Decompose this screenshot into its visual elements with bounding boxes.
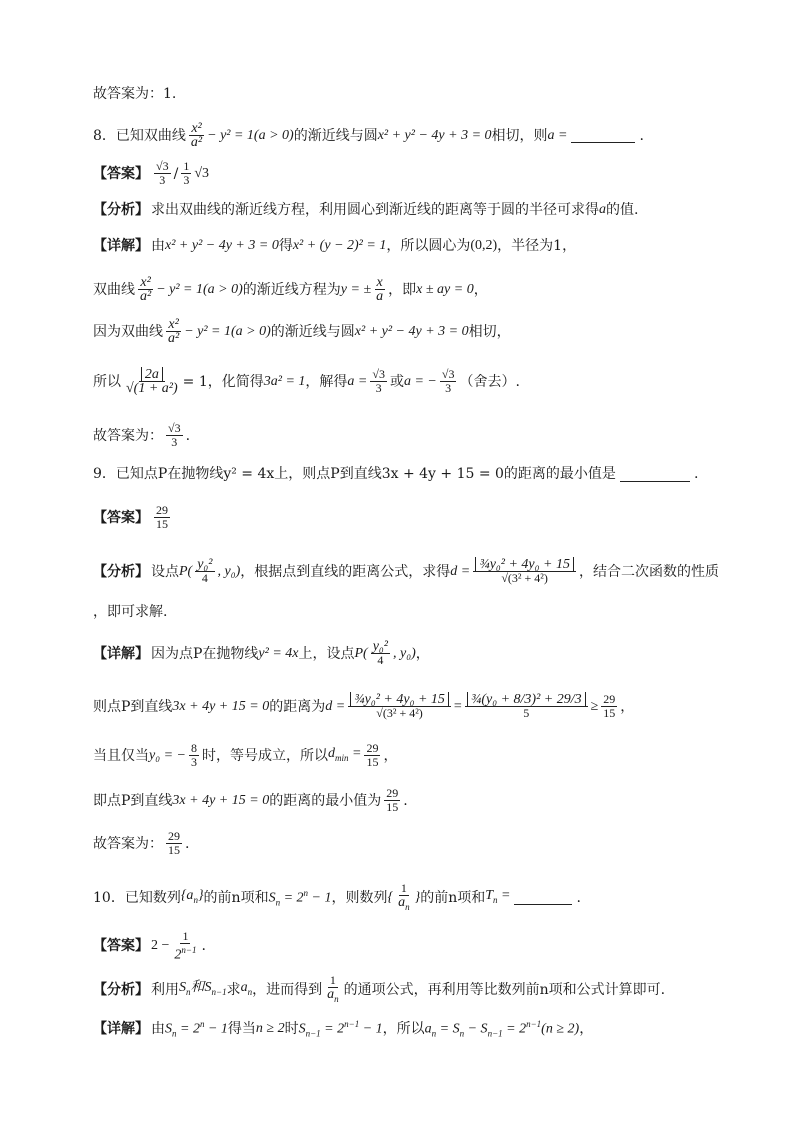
- fraction: $\frac{√3}{3}$: [168, 421, 181, 449]
- text: 上，设点: [298, 645, 355, 662]
- fraction: $\frac{8}{3}$: [190, 741, 197, 769]
- detail-8-line2: 双曲线 $\frac{\text{x²}}{\text{a²}}$ − y² = 1(a > 0) 的渐近线方程为 y = ± $\frac{x}{a}$ ，即 x ± ay = 0 ，: [93, 275, 488, 304]
- text: 利用: [151, 981, 179, 998]
- text: 的距离的最小值为: [269, 792, 382, 809]
- text: 故答案为：: [93, 835, 163, 852]
- equation: y² = 4x: [258, 645, 299, 661]
- fraction: $\frac{2a}{\text{√(1 + a²)}}$: [126, 367, 178, 396]
- answer-10: 【答案】 2 − $\frac{1}{2^{n-1}}$ .: [93, 929, 206, 963]
- text: ，所以圆心为: [386, 238, 471, 254]
- text: 由: [151, 1020, 165, 1037]
- text: 双曲线: [93, 281, 135, 298]
- detail-9-line1: 【详解】 因为点P在抛物线 y² = 4x 上，设点 P( $\frac{\text{y₀²}}{4}$ , y₀) ，: [93, 639, 430, 667]
- detail-tag: 【详解】: [93, 1020, 149, 1037]
- detail-8-line4: 所以 $\frac{2a}{\text{√(1 + a²)}}$ = 1，化简得 3a² = 1 ，解得 a = $\frac{√3}{3}$ 或 a = − $\frac{√3}{3}$ （舍去）.: [93, 367, 520, 396]
- equation: − y² = 1(a > 0): [207, 127, 294, 143]
- analysis-9: 【分析】 设点 P( $\frac{\text{y₀²}}{4}$ , y₀) ，根据点到直线的距离公式，求得 d = $\frac{\text{¾y₀² + 4y₀ + 15}}{\text{√(3² + 4²)}}$ ，结合二次函数的性质: [93, 557, 719, 585]
- equation: 3x + 4y + 15 = 0: [172, 792, 270, 808]
- sqrt: √3: [194, 165, 209, 181]
- text: 求: [226, 981, 241, 998]
- text: 的渐近线与圆: [270, 323, 355, 340]
- fraction: $\frac{\text{x²}}{\text{a²}}$: [168, 317, 180, 346]
- equation: − y² = 1(a > 0): [156, 281, 243, 297]
- analysis-9-cont: [93, 602, 754, 622]
- question-text: 的前n项和: [420, 889, 486, 906]
- fraction: $\frac{29}{15}$: [156, 503, 168, 531]
- text: 的渐近线方程为: [242, 281, 341, 298]
- text: 即点P到直线: [93, 792, 173, 809]
- fraction: $\frac{√3}{3}$: [372, 367, 385, 395]
- fraction: $\frac{√3}{3}$: [156, 159, 169, 187]
- fraction: $\frac{√3}{3}$: [441, 367, 455, 395]
- question-text: 相切，则: [491, 127, 548, 144]
- question-8: 8．已知双曲线 $\frac{\text{x²}}{\text{a²}}$ − y² = 1(a > 0) 的渐近线与圆 x² + y² − 4y + 3 = 0 相切，则 a = .: [93, 121, 644, 150]
- fraction: $\frac{\text{y₀²}}{4}$: [197, 557, 213, 585]
- detail-8-line3: [93, 318, 754, 345]
- fraction: $\frac{29}{15}$: [386, 786, 399, 814]
- detail-9-line3: 当且仅当 y₀ = − $\frac{8}{3}$ 时，等号成立，所以 $d_{min}$ = $\frac{29}{15}$ ，: [93, 741, 398, 769]
- equation: (0,2): [470, 238, 498, 253]
- fraction: $\frac{1}{2^{n-1}}$: [174, 929, 197, 963]
- equation: a =: [547, 127, 568, 143]
- text: ，半径为1，: [497, 238, 577, 254]
- text: ，根据点到直线的距离公式，求得: [240, 563, 451, 580]
- detail-10-line1: 【详解】 由 $S_n = 2^n - 1$ 得当 n ≥ 2 时 $S_{n-1} = 2^{n-1} - 1$ ，所以 $a_n = S_n - S_{n-1} = 2^{n-1}(n \ge 2)$ ，: [93, 1019, 594, 1039]
- fraction: $\frac{29}{15}$: [168, 829, 180, 857]
- final-answer-9: 故答案为： $\frac{29}{15}$ .: [93, 829, 190, 857]
- final-answer-8: 故答案为： $\frac{√3}{3}$ .: [93, 421, 191, 449]
- text: ，进而得到: [252, 981, 323, 998]
- text: 的距离为: [269, 698, 326, 715]
- answer-line-q7: [93, 84, 754, 104]
- answer-blank: [571, 128, 635, 143]
- answer-9: [93, 504, 754, 531]
- text: 时，等号成立，所以: [201, 747, 328, 764]
- equation: x² + (y − 2)² = 1: [292, 238, 387, 253]
- text: 因为点P在抛物线: [151, 645, 259, 662]
- equation: x² + y² − 4y + 3 = 0: [354, 323, 469, 339]
- text: 当且仅当: [93, 747, 149, 764]
- question-text: 的前n项和: [203, 889, 269, 906]
- text: 时: [284, 1020, 299, 1037]
- equation: 3a² = 1: [263, 373, 306, 389]
- equation: − y² = 1(a > 0): [184, 323, 271, 339]
- text: 由: [151, 238, 165, 254]
- question-10: 10．已知数列 $\{a_n\}$ 的前n项和 $S_n = 2^n - 1$ ，则数列 { $\frac{1}{a_n}$ } 的前n项和 $T_n$ = .: [93, 881, 581, 912]
- analysis-tag: 【分析】: [93, 202, 149, 218]
- analysis-tag: 【分析】: [93, 563, 149, 580]
- text: ，所以: [382, 1020, 425, 1037]
- detail-tag: 【详解】: [93, 645, 149, 662]
- fraction: $\frac{1}{a_n}$: [398, 881, 410, 912]
- fraction: $\frac{\text{x²}}{\text{a²}}$: [140, 275, 152, 304]
- text: 因为双曲线: [93, 323, 163, 340]
- text: 相切，: [468, 323, 511, 340]
- detail-9-line4: 即点P到直线 3x + 4y + 15 = 0 的距离的最小值为 $\frac{29}{15}$ .: [93, 786, 408, 814]
- equation: x² + y² − 4y + 3 = 0: [165, 238, 279, 253]
- question-9: 9．已知点P在抛物线y² = 4x上，则点P到直线3x + 4y + 15 = 0的距离的最小值是 .: [93, 466, 699, 482]
- fraction: $\frac{1}{a_n}$: [327, 973, 339, 1004]
- text: 则点P到直线: [93, 698, 173, 715]
- text: = 1，化简得: [182, 373, 264, 390]
- text: 得: [278, 238, 293, 254]
- analysis-10: 【分析】 利用 $S_n$和$S_{n-1}$ 求 $a_n$ ，进而得到 $\frac{1}{a_n}$ 的通项公式，再利用等比数列前n项和公式计算即可.: [93, 973, 666, 1004]
- text: （舍去）.: [459, 373, 520, 390]
- question-text: 8．已知双曲线: [93, 127, 186, 144]
- fraction: $\frac{29}{15}$: [366, 741, 379, 769]
- question-text: 10．已知数列: [93, 889, 181, 906]
- text: 故答案为：: [93, 427, 163, 444]
- text: 的通项公式，再利用等比数列前n项和公式计算即可.: [343, 981, 666, 998]
- answer-8: [93, 160, 754, 187]
- answer-blank: [514, 890, 572, 905]
- text: 或: [389, 373, 404, 390]
- analysis-text: 求出双曲线的渐近线方程，利用圆心到渐近线的距离等于圆的半径可求得: [151, 202, 599, 218]
- fraction: $\frac{\text{¾(y₀ + 8/3)² + 29/3}}{5}$: [465, 693, 588, 720]
- text: ，结合二次函数的性质: [578, 563, 719, 580]
- text: ，即: [388, 281, 417, 298]
- question-text: ，则数列: [331, 889, 388, 906]
- fraction: $\frac{\text{y₀²}}{4}$: [372, 639, 388, 667]
- equation: x ± ay = 0: [416, 281, 474, 297]
- equation: 3x + 4y + 15 = 0: [172, 698, 270, 714]
- fraction: $\frac{\text{¾y₀² + 4y₀ + 15}}{\text{√(3² + 4²)}}$: [348, 693, 451, 720]
- question-text: 的渐近线与圆: [293, 127, 378, 144]
- equation: x² + y² − 4y + 3 = 0: [377, 127, 492, 143]
- text: ，即可求解.: [93, 604, 168, 620]
- fraction: $\frac{29}{15}$: [603, 692, 616, 720]
- question-text: 9．已知点P在抛物线y² = 4x上，则点P到直线3x + 4y + 15 = 0的距离的最小值是: [93, 466, 616, 482]
- answer-blank: [620, 467, 690, 482]
- text: 设点: [151, 563, 179, 580]
- text: 得当: [227, 1020, 256, 1037]
- text: ，解得: [305, 373, 348, 390]
- text: 所以: [93, 373, 121, 390]
- detail-8-line1: [93, 236, 754, 256]
- fraction: $\frac{\text{¾y₀² + 4y₀ + 15}}{\text{√(3² + 4²)}}$: [473, 558, 576, 585]
- detail-tag: 【详解】: [93, 238, 149, 254]
- analysis-8: 【分析】 求出双曲线的渐近线方程，利用圆心到渐近线的距离等于圆的半径可求得 a 的值.: [93, 202, 639, 218]
- separator: /: [173, 165, 179, 182]
- fraction: $\frac{x}{a}$: [376, 275, 384, 304]
- detail-9-line2: 则点P到直线 3x + 4y + 15 = 0 的距离为 d = $\frac{\text{¾y₀² + 4y₀ + 15}}{\text{√(3² + 4²)}}$ = $\frac{\text{¾(y₀ + 8/3)² + 29/3}}{5}$ ≥ $\frac{29}{15}$ ，: [93, 692, 635, 720]
- answer-text: 故答案为：1.: [93, 86, 177, 102]
- answer-tag: 【答案】: [93, 165, 149, 182]
- answer-tag: 【答案】: [93, 509, 149, 526]
- analysis-text: 的值.: [606, 202, 639, 218]
- analysis-tag: 【分析】: [93, 981, 149, 998]
- fraction: $\frac{\text{x²}}{\text{a²}}$: [190, 121, 203, 150]
- fraction: $\frac{1}{3}$: [183, 159, 190, 187]
- answer-tag: 【答案】: [93, 937, 149, 954]
